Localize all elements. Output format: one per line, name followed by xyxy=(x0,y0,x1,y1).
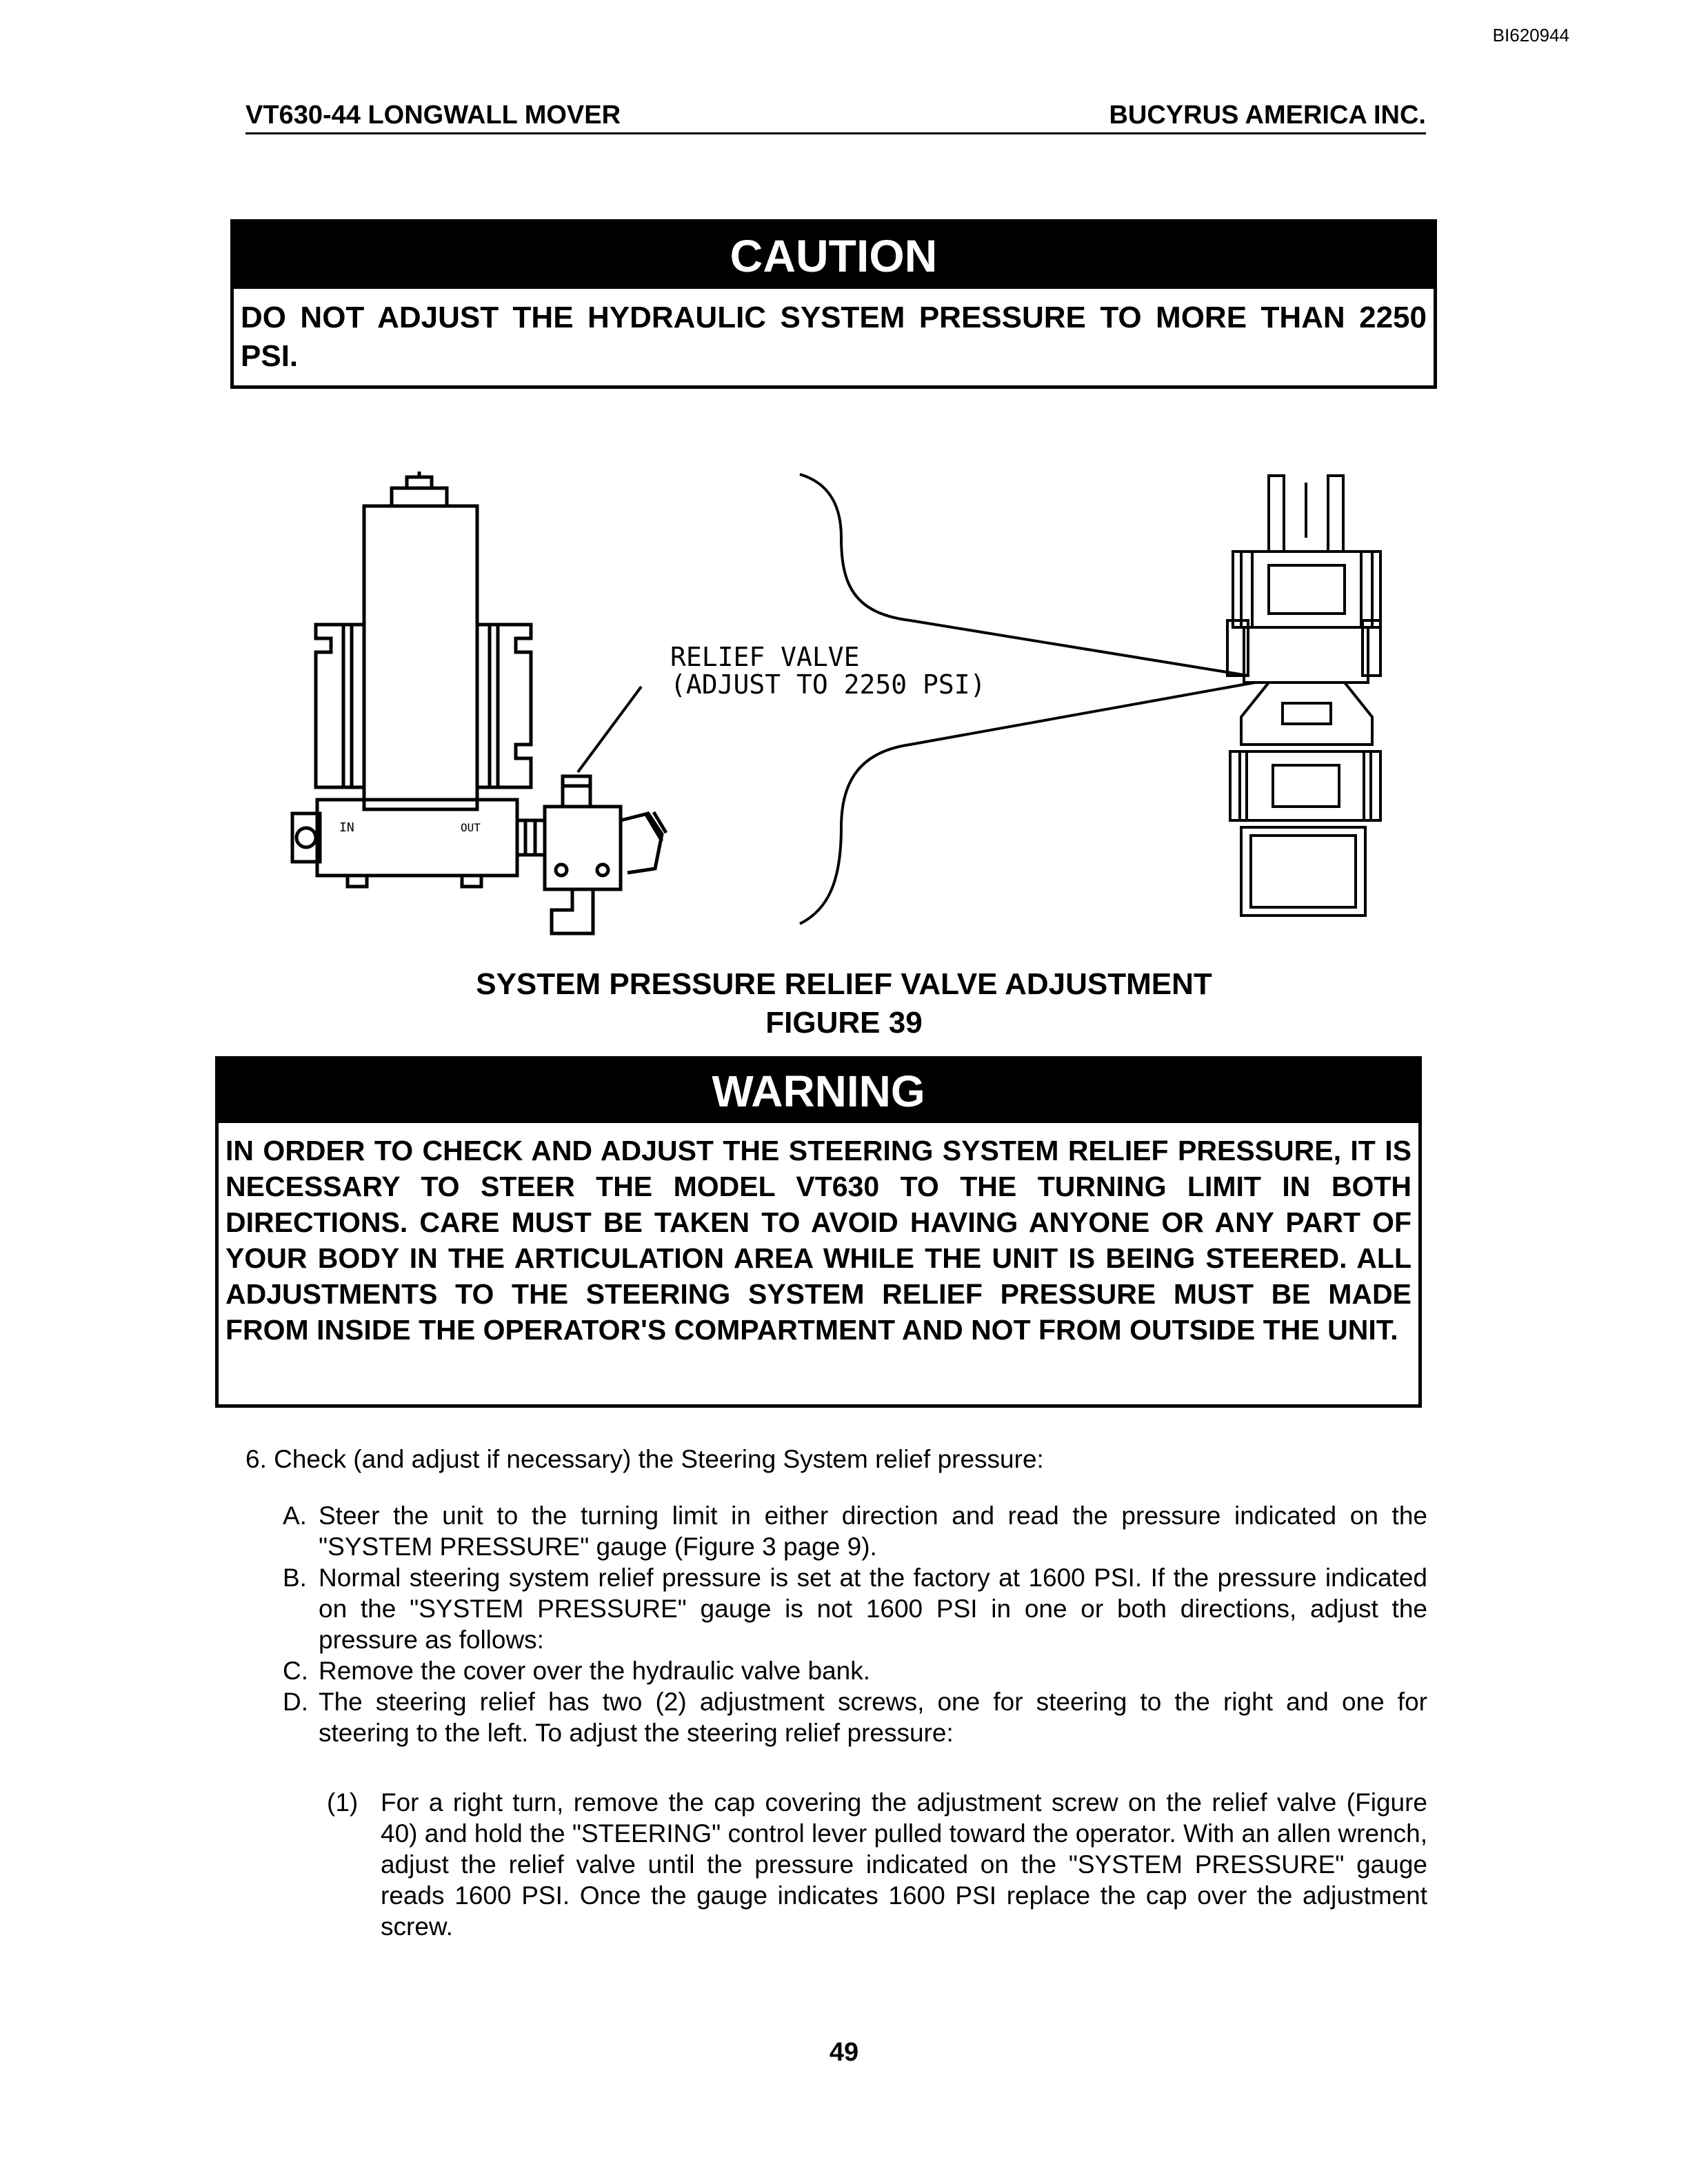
warning-box xyxy=(215,1056,1422,1408)
step-label: C. xyxy=(283,1657,308,1685)
relief-valve xyxy=(545,776,666,933)
callout-label-line2: (ADJUST TO 2250 PSI) xyxy=(670,669,986,700)
step-label: B. xyxy=(283,1564,307,1592)
step-item-c xyxy=(283,1655,1427,1686)
zoom-bracket-top xyxy=(800,474,1248,676)
step-item-d xyxy=(283,1686,1427,1748)
step-6-list xyxy=(283,1500,1427,1748)
figure-caption-number: FIGURE 39 xyxy=(765,1006,923,1040)
header-title: VT630-44 LONGWALL MOVER xyxy=(245,101,621,130)
callout-leader xyxy=(578,687,641,772)
step-text: Remove the cover over the hydraulic valve bank. xyxy=(319,1657,871,1685)
warning-text: IN ORDER TO CHECK AND ADJUST THE STEERING SYSTEM RELIEF PRESSURE, IT IS NECESSARY TO STEER THE MODEL VT630 TO THE TURNING LIMIT IN BOTH DIRECTIONS. CARE MUST BE TAKEN TO AVOID HAVING ANYONE OR ANY PART OF YOUR BODY IN THE ARTICULATION AREA WHILE THE UNIT IS BEING STEERED. ALL ADJUSTMENTS TO THE STEERING SYSTEM RELIEF PRESSURE MUST BE MADE FROM INSIDE THE OPERATOR'S COMPARTMENT AND NOT FROM OUTSIDE THE UNIT. xyxy=(225,1135,1411,1346)
step-label: D. xyxy=(283,1688,308,1716)
port-in-label: IN xyxy=(339,820,354,835)
pump-assembly xyxy=(292,472,545,887)
figure-caption-title: SYSTEM PRESSURE RELIEF VALVE ADJUSTMENT xyxy=(476,967,1212,1001)
step-6-intro: 6. Check (and adjust if necessary) the Steering System relief pressure: xyxy=(245,1445,1044,1473)
page-header xyxy=(245,97,1426,134)
substep-text: For a right turn, remove the cap covering the adjustment screw on the relief valve (Figure 40) and hold the "STEERING" control lever pulled toward the operator. With an allen wrench, adjust the relief valve until the pressure indicated on the "SYSTEM PRESSURE" gauge reads 1600 PSI. Once the gauge indicates 1600 PSI replace the cap over the adjustment screw. xyxy=(381,1788,1427,1941)
vehicle-top-view xyxy=(1227,476,1380,916)
step-text: Normal steering system relief pressure is set at the factory at 1600 PSI. If the pressure indicated on the "SYSTEM PRESSURE" gauge is not 1600 PSI in one or both directions, adjust the pressure as follows: xyxy=(319,1564,1427,1654)
document-id: BI620944 xyxy=(1492,25,1569,46)
step-label: A. xyxy=(283,1502,307,1530)
zoom-bracket-bottom xyxy=(800,682,1255,924)
step-text: Steer the unit to the turning limit in either direction and read the pressure indicated on the "SYSTEM PRESSURE" gauge (Figure 3 page 9). xyxy=(319,1502,1427,1561)
step-item-b xyxy=(283,1562,1427,1655)
substep-label: (1) xyxy=(327,1788,359,1817)
header-company: BUCYRUS AMERICA INC. xyxy=(1109,101,1426,130)
callout-label-line1: RELIEF VALVE xyxy=(670,642,860,672)
relief-valve-figure xyxy=(276,455,1407,951)
figure-caption xyxy=(0,965,1688,1042)
step-item-a xyxy=(283,1500,1427,1562)
page-number: 49 xyxy=(829,2038,859,2067)
caution-text: DO NOT ADJUST THE HYDRAULIC SYSTEM PRESSURE TO MORE THAN 2250 PSI. xyxy=(241,301,1427,373)
caution-title: CAUTION xyxy=(234,223,1434,289)
substep-1 xyxy=(327,1787,1427,1942)
step-text: The steering relief has two (2) adjustment screws, one for steering to the right and one for steering to the left. To adjust the steering relief pressure: xyxy=(319,1688,1427,1747)
caution-box xyxy=(230,219,1437,389)
port-out-label: OUT xyxy=(461,821,481,834)
warning-title: WARNING xyxy=(219,1060,1418,1123)
